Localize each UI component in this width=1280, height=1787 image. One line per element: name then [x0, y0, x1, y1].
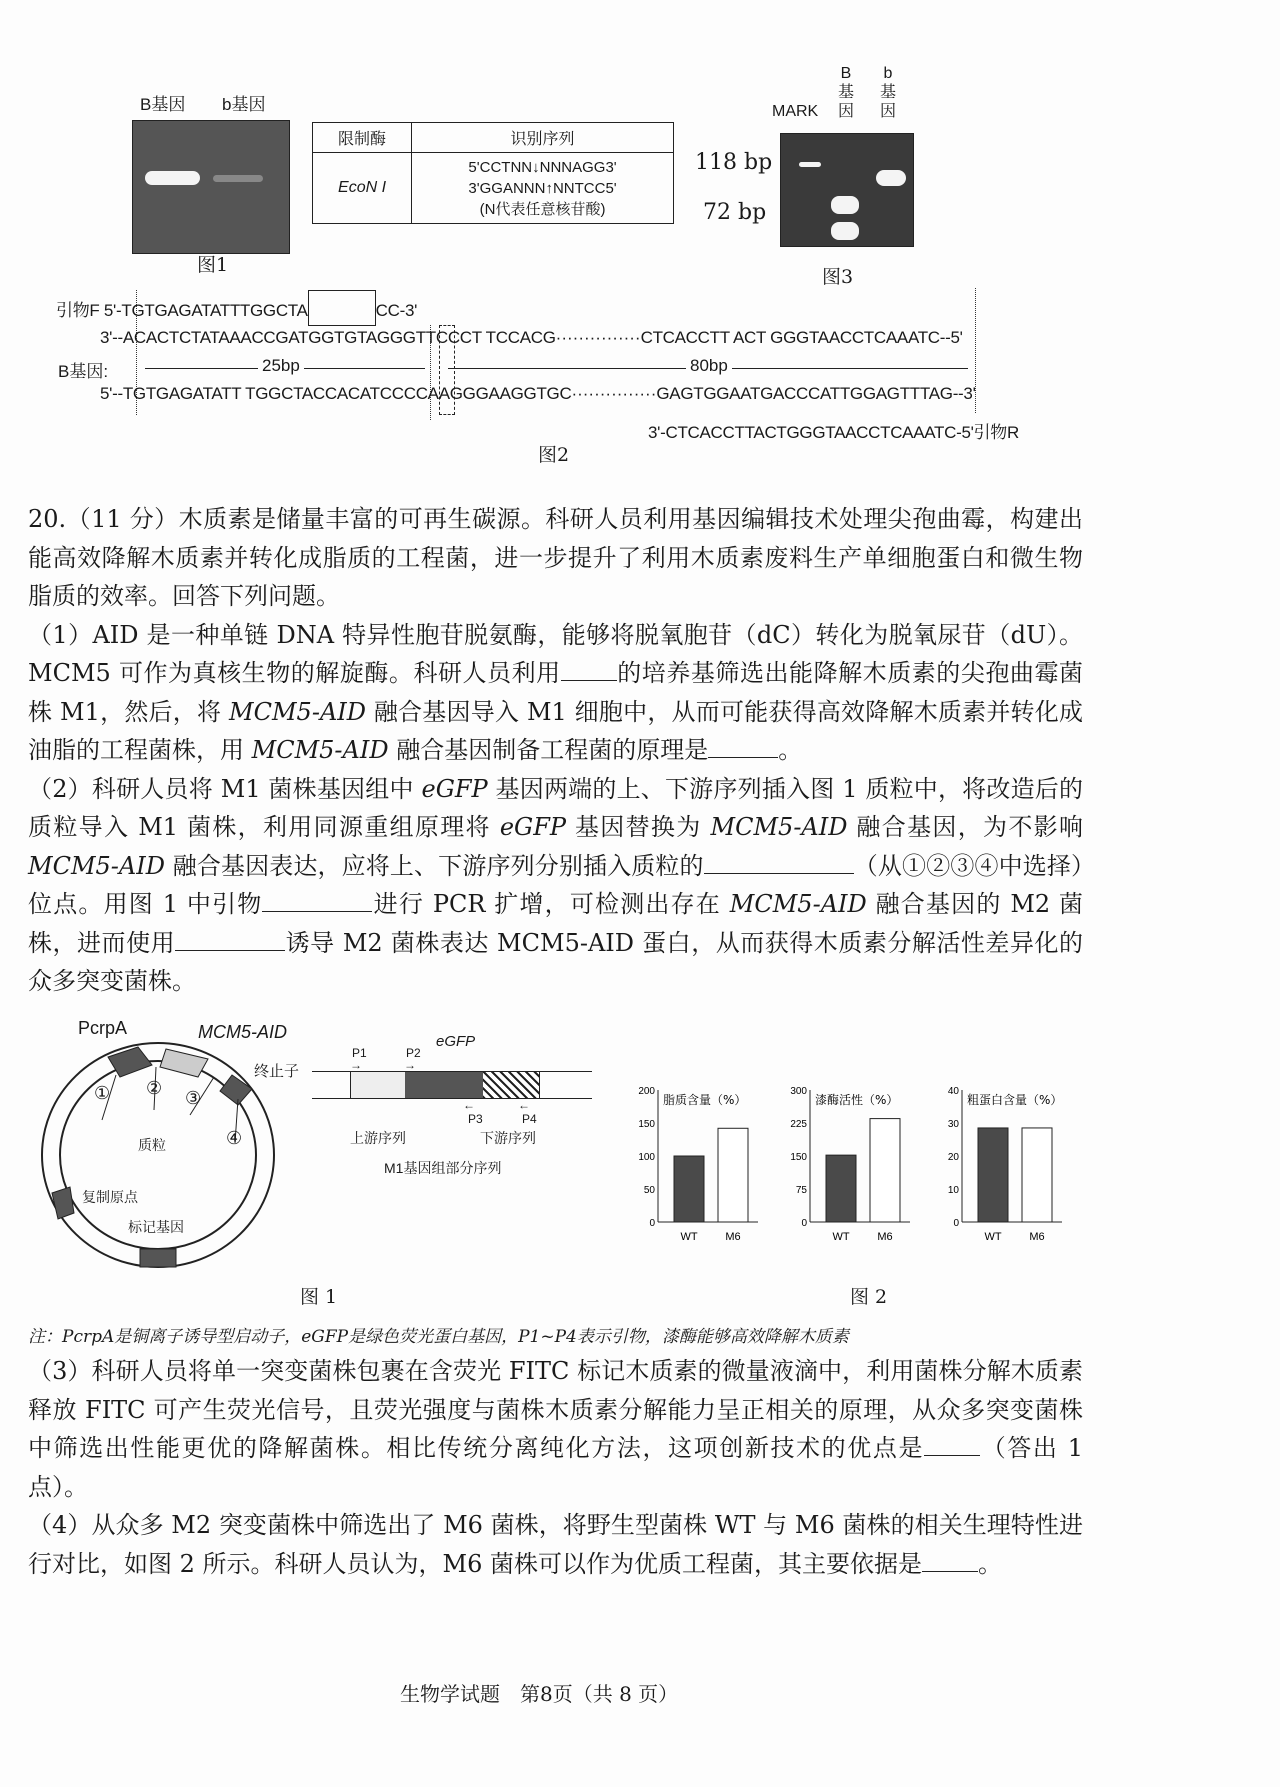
q2-text: 融合基因，为不影响 [847, 813, 1083, 841]
gene-name: eGFP [499, 813, 567, 841]
gene-label: MCM5-AID [198, 1022, 287, 1042]
t3: TTCCCT TCCACG [415, 328, 556, 347]
q2-text: 基因替换为 [566, 813, 711, 841]
q1-text: 。 [778, 736, 803, 764]
bar-wt [978, 1128, 1008, 1222]
gel3-lane-mark: MARK [772, 103, 819, 120]
intro: 20.（11 分）木质素是储量丰富的可再生碳源。科研人员利用基因编辑技术处理尖孢曲霉，构建出能高效降解木质素并转化成脂质的工程菌，进一步提升了利用木质素废料生产单细胞蛋白和微生物脂质的效率。回答下列问题。 [28, 505, 1083, 610]
answer-blank-6[interactable] [924, 1433, 980, 1456]
site-3[interactable]: ③ [185, 1088, 202, 1109]
primer-f-seq: TGTGAGATATTTGGCTA [121, 301, 308, 320]
egfp-label: eGFP [436, 1033, 476, 1050]
bar-m6 [1022, 1128, 1052, 1222]
recognition-seq-1: 5'CCTNN↓NNNAGG3' [468, 158, 617, 176]
enzyme-table [312, 122, 674, 224]
page-footer: 生物学试题 第8页（共 8 页） [400, 1682, 679, 1706]
q2-text: 进行 PCR 扩增，可检测出存在 [372, 890, 730, 918]
primer-r: 3'-CTCACCTTACTGGGTAACCTCAAATC-5'引物R [648, 423, 1019, 442]
y-tick-label: 150 [790, 1152, 807, 1163]
charts-svg [630, 1080, 1090, 1255]
gene-name: eGFP [421, 774, 488, 803]
y-tick-label: 100 [638, 1152, 655, 1163]
len-left: 25bp [258, 356, 304, 376]
y-tick-label: 10 [947, 1185, 959, 1196]
x-tick-label: M6 [877, 1231, 893, 1243]
q2-text: 诱导 M2 菌株表达 MCM5-AID 蛋白，从而获得木质素分解活性差异化的众多突变菌株。 [28, 928, 1083, 995]
gene-name: MCM5-AID [28, 851, 165, 880]
q2-text: 融合基因表达，应将上、下游序列分别插入质粒的 [164, 851, 704, 880]
upstream-label: 上游序列 [350, 1130, 406, 1146]
gel3-image [780, 133, 914, 247]
header-enzyme: 限制酶 [313, 123, 412, 153]
bottom-strand: 5'--TGTGAGATATT TGGCTACCACATCCCCAAGGGAAGGTGC···············GAGTGGAATGACCCATTGGAGTTTAG--3' [100, 384, 976, 403]
marker-118: 118 bp [695, 150, 773, 175]
gene-name: MCM5-AID [251, 736, 389, 764]
x-tick-label: M6 [1029, 1231, 1045, 1243]
answer-blank-7[interactable] [922, 1549, 978, 1572]
marker-block [140, 1249, 176, 1267]
y-tick-label: 0 [649, 1218, 655, 1229]
p3-arrow-icon: ← [463, 1098, 475, 1112]
downstream-block [483, 1072, 540, 1098]
y-tick-label: 225 [790, 1119, 807, 1130]
t2: ACACTCTATAAACCGATGGTGTAGGG [122, 328, 416, 347]
answer-blank-4[interactable] [262, 889, 372, 912]
p4-arrow-icon: ← [518, 1098, 530, 1112]
y-tick-label: 150 [638, 1119, 655, 1130]
chart-title: 漆酶活性（%） [815, 1093, 899, 1107]
question-20 [28, 500, 1083, 1001]
primer-f-end: CC-3' [375, 301, 418, 320]
y-tick-label: 0 [801, 1218, 807, 1229]
p1-label: P1 [352, 1046, 367, 1060]
p2-arrow-icon: → [404, 1058, 416, 1072]
marker-72: 72 bp [703, 200, 767, 225]
y-tick-label: 40 [947, 1086, 959, 1097]
b3: CAAGGGAAGGTGC [415, 384, 572, 403]
m1-genome-seq [312, 1071, 592, 1099]
b4: GAGTGGAATGACCCATTGGAGTTTAG [656, 384, 953, 403]
q4-text: （4）从众多 M2 突变菌株中筛选出了 M6 菌株，将野生型菌株 WT 与 M6 菌株的相关生理特性进行对比，如图 2 所示。科研人员认为，M6 菌株可以作为优质工程菌，其主要依据是 [28, 1511, 1083, 1578]
promoter-label: PcrpA [78, 1018, 128, 1038]
q1-text: 融合基因制备工程菌的原理是 [388, 736, 709, 764]
egfp-block [405, 1072, 483, 1098]
gel3-lane-B: B 基 因 [838, 65, 855, 120]
y-tick-label: 200 [638, 1086, 655, 1097]
t5: --5' [939, 328, 963, 347]
primer-f-label: 引物F 5'- [56, 301, 122, 320]
fig2b-caption: 图 2 [850, 1286, 888, 1308]
answer-blank-5[interactable] [175, 928, 285, 951]
questions-3-4 [28, 1352, 1083, 1583]
enzyme-name: EcoN I [313, 153, 412, 224]
gel-band [831, 222, 859, 240]
q3-text: （答出 1 点）。 [28, 1434, 1084, 1501]
gene-name: MCM5-AID [729, 890, 867, 918]
site-2[interactable]: ② [146, 1078, 163, 1099]
q2-text: 融合基因的 M2 菌株，进而使用 [28, 890, 1084, 957]
q1-text: （1）AID 是一种单链 DNA 特异性胞苷脱氨酶，能够将脱氧胞苷（dC）转化为脱氧尿苷（dU）。MCM5 可作为真核生物的解旋酶。科研人员利用 [28, 620, 1083, 687]
y-tick-label: 30 [947, 1119, 959, 1130]
answer-blank-3[interactable] [704, 851, 854, 874]
p3-label: P3 [468, 1112, 483, 1126]
recognition-seq-2: 3'GGANNN↑NNTCC5' [468, 179, 617, 197]
p2-label: P2 [406, 1046, 421, 1060]
x-tick-label: WT [984, 1231, 1002, 1243]
b1: 5'-- [100, 384, 123, 403]
bar-wt [674, 1156, 704, 1222]
fig2-caption: 图2 [538, 444, 570, 466]
site-1[interactable]: ① [94, 1083, 111, 1104]
q2-text: （2）科研人员将 M1 菌株基因组中 [28, 774, 422, 803]
fig3-caption: 图3 [822, 266, 854, 288]
downstream-label: 下游序列 [480, 1130, 536, 1146]
marker-label: 标记基因 [128, 1219, 184, 1235]
bar-m6 [718, 1128, 748, 1222]
m1-title: M1基因组部分序列 [384, 1160, 502, 1176]
header-sequence: 识别序列 [412, 123, 674, 153]
gel-band [799, 162, 821, 167]
terminator-block [220, 1075, 252, 1105]
q2-text: 基因两端的上、下游序列插入图 1 质粒中，将改造后的质粒导入 M1 菌株，利用同源重组原理将 [28, 774, 1084, 841]
gene-block [160, 1049, 208, 1077]
gel1-lane-B: B基因 [140, 95, 186, 114]
bar-m6 [870, 1119, 900, 1222]
x-tick-label: M6 [725, 1231, 741, 1243]
q2-text: （从①②③④中选择）位点。用图 1 中引物 [28, 851, 1083, 918]
figure-note: 注：PcrpA是铜离子诱导型启动子，eGFP是绿色荧光蛋白基因，P1~P4表示引物，漆酶能够高效降解木质素 [28, 1327, 849, 1347]
len-right: 80bp [686, 356, 732, 376]
recognition-note: (N代表任意核苷酸) [479, 200, 606, 218]
fig1-caption: 图1 [197, 254, 229, 276]
top-strand: 3'--ACACTCTATAAACCGATGGTGTAGGGTTCCCT TCCACG···············CTCACCTT ACT GGGTAACCTCAAATC--5' [100, 328, 963, 347]
ori-label: 复制原点 [82, 1189, 138, 1205]
ori-block [52, 1187, 74, 1219]
chart-title: 脂质含量（%） [663, 1093, 747, 1107]
x-tick-label: WT [680, 1231, 698, 1243]
y-tick-label: 300 [790, 1086, 807, 1097]
q1-text: 融合基因导入 M1 细胞中，从而可能获得高效降解木质素并转化成油脂的工程菌株，用 [28, 697, 1083, 764]
upstream-block [350, 1072, 406, 1098]
y-tick-label: 50 [643, 1185, 655, 1196]
site-4[interactable]: ④ [226, 1128, 243, 1149]
bar-charts [630, 1080, 1090, 1255]
t1: 3'-- [100, 328, 123, 347]
plasmid-center-label: 质粒 [138, 1137, 166, 1153]
gel-band [831, 196, 859, 214]
b5: --3' [952, 384, 976, 403]
gene-name: MCM5-AID [710, 813, 848, 841]
answer-blank-1[interactable] [561, 658, 617, 681]
y-tick-label: 20 [947, 1152, 959, 1163]
gel-band [213, 175, 263, 182]
terminator-label: 终止子 [254, 1063, 300, 1080]
t4: CTCACCTT ACT GGGTAACCTCAAATC [640, 328, 940, 347]
gel-band [145, 171, 200, 185]
answer-blank-2[interactable] [708, 735, 778, 758]
y-tick-label: 0 [953, 1218, 959, 1229]
bar-wt [826, 1155, 856, 1222]
fig1b-caption: 图 1 [300, 1286, 338, 1308]
p1-arrow-icon: → [350, 1058, 362, 1072]
q4-text: 。 [978, 1549, 1002, 1578]
q3-text: （3）科研人员将单一突变菌株包裹在含荧光 FITC 标记木质素的微量液滴中，利用菌株分解木质素释放 FITC 可产生荧光信号，且荧光强度与菌株木质素分解能力呈正相关的原理，从众多突变菌株中筛选出性能更优的降解菌株。相比传统分离纯化方法，这项创新技术的优点是 [28, 1357, 1083, 1462]
chart-title: 粗蛋白含量（%） [967, 1093, 1063, 1107]
x-tick-label: WT [832, 1231, 850, 1243]
gel1-image [132, 120, 290, 254]
gel3-lane-b: b 基 因 [880, 65, 897, 120]
gel1-lane-b: b基因 [222, 95, 266, 114]
primer-f [56, 290, 417, 326]
y-tick-label: 75 [795, 1185, 807, 1196]
b2: TGTGAGATATT TGGCTACCACATCCC [122, 384, 416, 403]
gene-label: B基因: [58, 362, 109, 381]
gel-band [876, 170, 906, 186]
p4-label: P4 [522, 1112, 537, 1126]
q1-text: 的培养基筛选出能降解木质素的尖孢曲霉菌株 M1，然后，将 [28, 659, 1083, 726]
primer-blank-box [308, 290, 376, 326]
gene-name: MCM5-AID [229, 697, 366, 726]
